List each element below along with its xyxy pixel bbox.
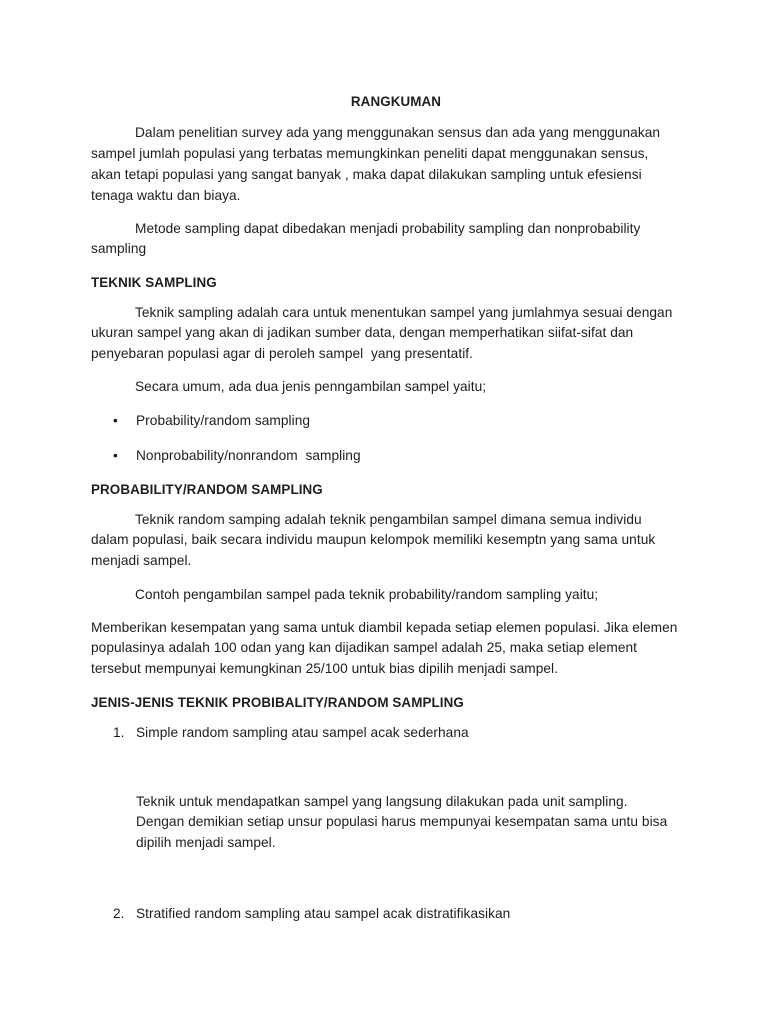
paragraph-line: Contoh pengambilan sampel pada teknik probability/random sampling yaitu; bbox=[135, 587, 599, 602]
section-heading: TEKNIK SAMPLING bbox=[91, 275, 217, 290]
section-heading: PROBABILITY/RANDOM SAMPLING bbox=[91, 482, 323, 497]
list-number: 1. bbox=[113, 725, 125, 740]
paragraph-line: populasinya adalah 100 odan yang kan dijadikan sampel adalah 25, maka setiap element bbox=[91, 640, 637, 655]
bullet-item: Probability/random sampling bbox=[136, 413, 311, 428]
bullet-icon: • bbox=[113, 413, 118, 428]
paragraph-line: ukuran sampel yang akan di jadikan sumber data, dengan memperhatikan siifat-sifat dan bbox=[91, 325, 634, 340]
paragraph-line: Metode sampling dapat dibedakan menjadi probability sampling dan nonprobability bbox=[135, 221, 641, 236]
paragraph-line: Dalam penelitian survey ada yang menggunakan sensus dan ada yang menggunakan bbox=[135, 125, 661, 140]
paragraph-line: sampel jumlah populasi yang terbatas memungkinkan peneliti dapat menggunakan sensus, bbox=[91, 146, 649, 161]
paragraph-line: Teknik untuk mendapatkan sampel yang langsung dilakukan pada unit sampling. bbox=[136, 794, 628, 809]
paragraph-line: Teknik sampling adalah cara untuk menentukan sampel yang jumlahmya sesuai dengan bbox=[135, 305, 673, 320]
paragraph-line: akan tetapi populasi yang sangat banyak , maka dapat dilakukan sampling untuk efesiensi bbox=[91, 167, 642, 182]
bullet-item: Nonprobability/nonrandom sampling bbox=[136, 448, 361, 463]
paragraph-line: Memberikan kesempatan yang sama untuk diambil kepada setiap elemen populasi. Jika elemen bbox=[91, 620, 678, 635]
paragraph-line: sampling bbox=[91, 241, 147, 256]
paragraph-line: penyebaran populasi agar di peroleh sampel yang presentatif. bbox=[91, 346, 473, 361]
bullet-icon: • bbox=[113, 448, 118, 463]
paragraph-line: tersebut mempunyai kemungkinan 25/100 untuk bias dipilih menjadi sampel. bbox=[91, 661, 558, 676]
list-item: Stratified random sampling atau sampel acak distratifikasikan bbox=[136, 906, 511, 921]
paragraph-line: menjadi sampel. bbox=[91, 553, 192, 568]
section-heading: JENIS-JENIS TEKNIK PROBIBALITY/RANDOM SAMPLING bbox=[91, 695, 464, 710]
list-item: Simple random sampling atau sampel acak sederhana bbox=[136, 725, 469, 740]
paragraph-line: dipilih menjadi sampel. bbox=[136, 835, 276, 850]
list-number: 2. bbox=[113, 906, 125, 921]
paragraph-line: Secara umum, ada dua jenis penngambilan sampel yaitu; bbox=[135, 379, 487, 394]
paragraph-line: Dengan demikian setiap unsur populasi harus mempunyai kesempatan sama untu bisa bbox=[136, 814, 668, 829]
paragraph-line: dalam populasi, baik secara individu maupun kelompok memiliki kesemptn yang sama untuk bbox=[91, 532, 656, 547]
page-title: RANGKUMAN bbox=[350, 94, 442, 109]
paragraph-line: tenaga waktu dan biaya. bbox=[91, 188, 241, 203]
paragraph-line: Teknik random samping adalah teknik pengambilan sampel dimana semua individu bbox=[135, 512, 642, 527]
